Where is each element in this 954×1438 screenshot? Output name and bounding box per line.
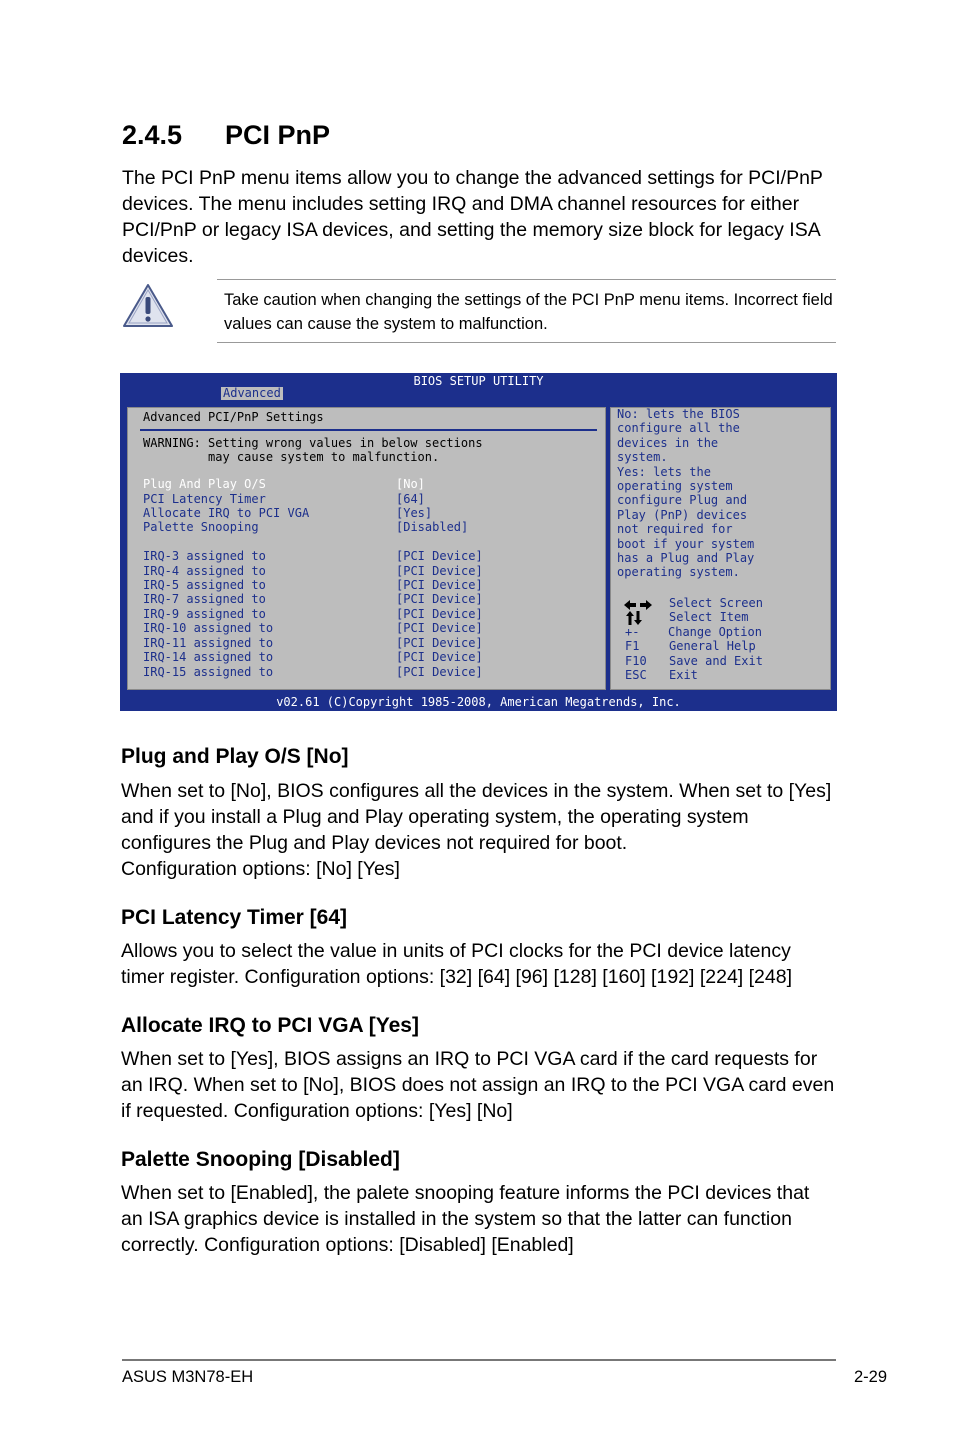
warning-triangle-icon bbox=[122, 283, 174, 329]
setting-palette-snooping-label[interactable]: Palette Snooping bbox=[143, 520, 259, 534]
key-change-option: Change Option bbox=[668, 625, 762, 639]
setting-pci-latency-label[interactable]: PCI Latency Timer bbox=[143, 492, 266, 506]
item-body-plug-and-play: When set to [No], BIOS configures all the devices in the system. When set to [Yes] and if you install a Plug and Play operating system, the operating system configures the Plug and Play devices not required for boot. bbox=[121, 780, 832, 854]
help-line: configure all the bbox=[617, 421, 740, 436]
item-heading-palette-snooping: Palette Snooping [Disabled] bbox=[121, 1148, 400, 1171]
section-number: 2.4.5 bbox=[122, 120, 183, 150]
warning-line-2: may cause system to malfunction. bbox=[143, 450, 440, 464]
footer-rule bbox=[122, 1359, 836, 1361]
irq-row-value[interactable]: [PCI Device] bbox=[396, 549, 483, 563]
help-line: system. bbox=[617, 450, 668, 465]
help-line: No: lets the BIOS bbox=[617, 407, 740, 421]
warning-line-1: WARNING: Setting wrong values in below sections bbox=[143, 436, 483, 450]
bios-settings-panel bbox=[125, 405, 608, 692]
bios-copyright: v02.61 (C)Copyright 1985-2008, American Megatrends, Inc. bbox=[276, 695, 681, 709]
key-select-screen: Select Screen bbox=[669, 596, 763, 610]
section-heading bbox=[122, 120, 330, 151]
irq-row-label[interactable]: IRQ-7 assigned to bbox=[143, 592, 266, 606]
key-code: F1 bbox=[625, 639, 640, 653]
key-code: F10 bbox=[625, 654, 647, 668]
key-general-help: General Help bbox=[669, 639, 756, 653]
setting-pci-latency-value[interactable]: [64] bbox=[396, 492, 425, 506]
help-line: operating system. bbox=[617, 565, 740, 580]
setting-palette-snooping-value[interactable]: [Disabled] bbox=[396, 520, 469, 534]
irq-row-label[interactable]: IRQ-5 assigned to bbox=[143, 578, 266, 592]
irq-row-label[interactable]: IRQ-10 assigned to bbox=[143, 621, 274, 635]
irq-row-value[interactable]: [PCI Device] bbox=[396, 650, 483, 664]
item-heading-allocate-irq: Allocate IRQ to PCI VGA [Yes] bbox=[121, 1014, 419, 1037]
caution-text: Take caution when changing the settings of the PCI PnP menu items. Incorrect field values can cause the system to malfunction. bbox=[224, 291, 833, 333]
key-code: +- bbox=[625, 625, 640, 639]
key-save-exit: Save and Exit bbox=[669, 654, 763, 668]
irq-row-label[interactable]: IRQ-11 assigned to bbox=[143, 636, 274, 650]
irq-row-value[interactable]: [PCI Device] bbox=[396, 564, 483, 578]
bios-title: BIOS SETUP UTILITY bbox=[413, 374, 544, 388]
help-line: operating system bbox=[617, 479, 733, 493]
item-heading-pci-latency: PCI Latency Timer [64] bbox=[121, 906, 348, 929]
key-exit: Exit bbox=[669, 668, 698, 682]
help-line: boot if your system bbox=[617, 536, 755, 551]
item-body-palette-snooping: When set to [Enabled], the palete snooping feature informs the PCI devices that an ISA graphics device is installed in the system so that the latter can function correctly. Configuration options: [Disabled] [Enabled] bbox=[121, 1182, 810, 1256]
setting-plug-and-play-label[interactable]: Plug And Play O/S bbox=[143, 477, 266, 491]
help-line: configure Plug and bbox=[617, 493, 748, 508]
item-body-allocate-irq: When set to [Yes], BIOS assigns an IRQ to PCI VGA card if the card requests for an IRQ. When set to [No], BIOS does not assign an IRQ to the PCI VGA card even if requested. Configuration options: [Yes] [No] bbox=[121, 1048, 835, 1122]
irq-row-value[interactable]: [PCI Device] bbox=[396, 665, 483, 679]
section-title: PCI PnP bbox=[225, 120, 331, 150]
intro-paragraph: The PCI PnP menu items allow you to change the advanced settings for PCI/PnP devices. The menu includes setting IRQ and DMA channel resources for either PCI/PnP or legacy ISA devices, and setting the memory size block for legacy ISA devices. bbox=[122, 167, 823, 267]
help-line: Yes: lets the bbox=[617, 464, 711, 479]
help-line: has a Plug and Play bbox=[617, 551, 755, 565]
irq-row-label[interactable]: IRQ-15 assigned to bbox=[143, 665, 274, 679]
help-line: not required for bbox=[617, 522, 733, 537]
item-options-plug-and-play: Configuration options: [No] [Yes] bbox=[121, 858, 400, 880]
panel-divider bbox=[140, 429, 597, 431]
irq-row-label[interactable]: IRQ-3 assigned to bbox=[143, 549, 266, 563]
caution-note bbox=[217, 279, 836, 343]
help-line: devices in the bbox=[617, 435, 719, 450]
up-down-arrows-icon bbox=[626, 611, 642, 625]
bios-screenshot bbox=[120, 373, 837, 711]
key-code: ESC bbox=[625, 668, 647, 682]
key-select-item: Select Item bbox=[669, 610, 749, 624]
footer-product: ASUS M3N78-EH bbox=[122, 1368, 254, 1386]
irq-row-label[interactable]: IRQ-4 assigned to bbox=[143, 564, 266, 578]
setting-allocate-irq-value[interactable]: [Yes] bbox=[396, 506, 433, 520]
left-right-arrows-icon bbox=[624, 599, 652, 611]
help-line: Play (PnP) devices bbox=[617, 507, 748, 522]
irq-row-label[interactable]: IRQ-9 assigned to bbox=[143, 607, 266, 621]
irq-row-value[interactable]: [PCI Device] bbox=[396, 621, 483, 635]
irq-row-value[interactable]: [PCI Device] bbox=[396, 592, 483, 606]
bios-tab-advanced[interactable]: Advanced bbox=[223, 386, 281, 400]
irq-row-label[interactable]: IRQ-14 assigned to bbox=[143, 650, 274, 664]
panel-heading: Advanced PCI/PnP Settings bbox=[143, 410, 324, 424]
item-body-pci-latency: Allows you to select the value in units of PCI clocks for the PCI device latency timer register. Configuration options: [32] [64] [96] [128] [160] [192] [224] [248] bbox=[121, 940, 793, 988]
item-heading-plug-and-play: Plug and Play O/S [No] bbox=[121, 745, 349, 768]
setting-plug-and-play-value[interactable]: [No] bbox=[396, 477, 425, 491]
footer-page-number: 2-29 bbox=[853, 1368, 887, 1386]
irq-row-value[interactable]: [PCI Device] bbox=[396, 636, 483, 650]
bios-help-panel bbox=[608, 405, 833, 692]
irq-row-value[interactable]: [PCI Device] bbox=[396, 607, 483, 621]
setting-allocate-irq-label[interactable]: Allocate IRQ to PCI VGA bbox=[143, 506, 310, 520]
irq-row-value[interactable]: [PCI Device] bbox=[396, 578, 483, 592]
